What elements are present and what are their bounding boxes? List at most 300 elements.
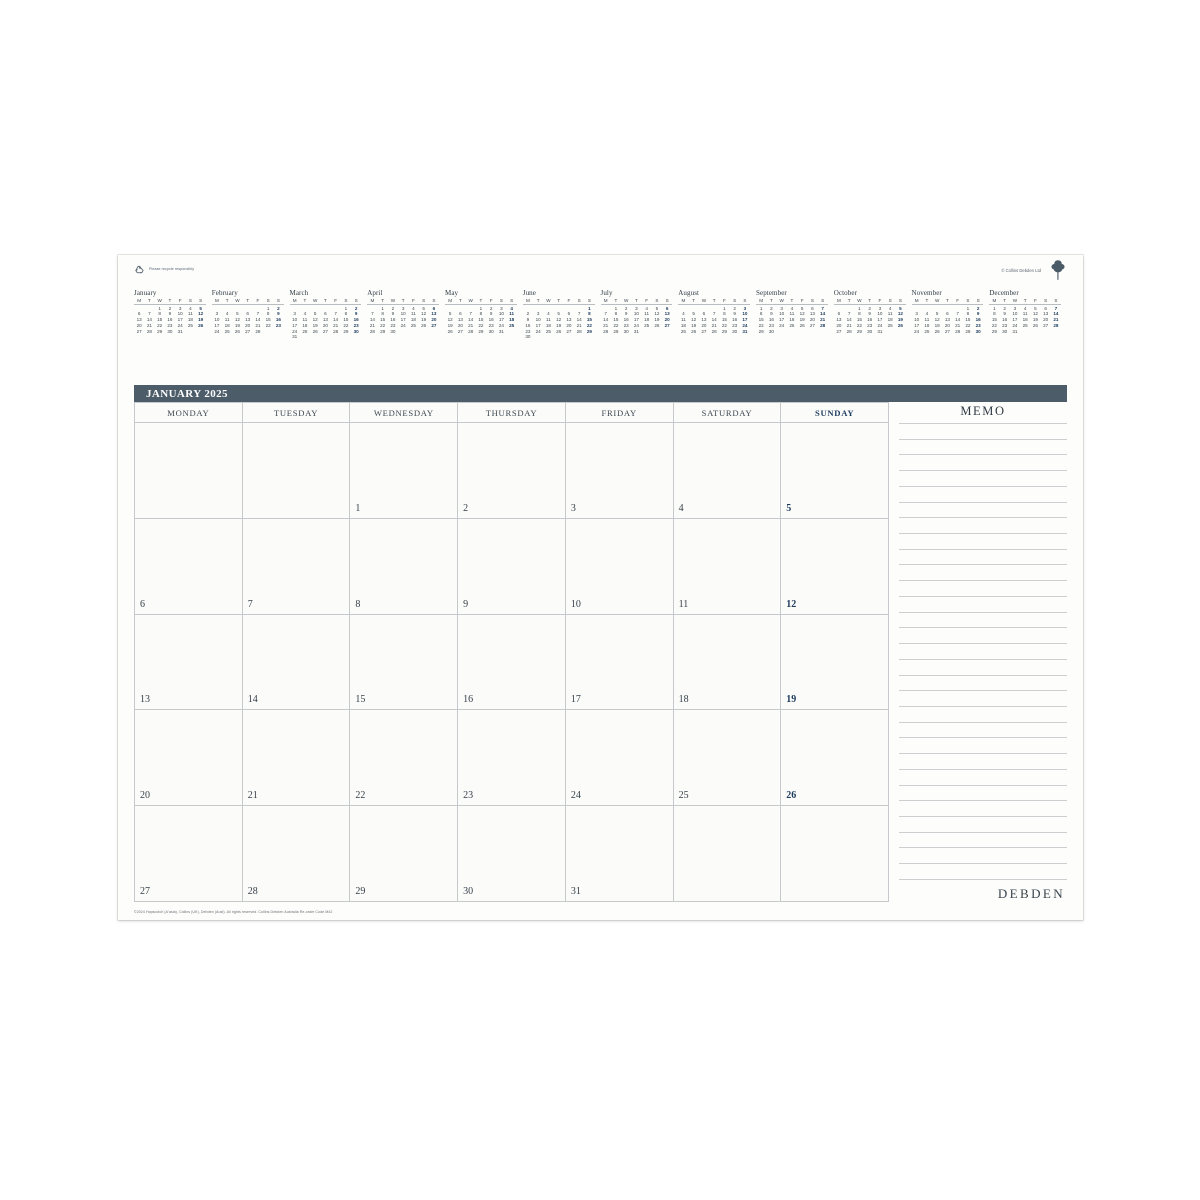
- mini-day-cell: 14: [255, 317, 261, 323]
- memo-rule-line[interactable]: [899, 596, 1067, 597]
- mini-month-april: [367, 289, 445, 379]
- mini-day-cell: 3: [635, 305, 638, 311]
- memo-rule-line[interactable]: [899, 690, 1067, 691]
- mini-day-cell: 5: [800, 305, 804, 311]
- memo-rule-line[interactable]: [899, 612, 1067, 613]
- memo-rule-line[interactable]: [899, 706, 1067, 707]
- mini-day-cell: 8: [966, 311, 970, 317]
- day-cell[interactable]: [458, 710, 566, 806]
- day-number: 25: [678, 790, 689, 802]
- mini-weekday-initial: S: [655, 298, 659, 303]
- day-cell[interactable]: [350, 806, 458, 902]
- memo-rule-line[interactable]: [899, 502, 1067, 503]
- mini-day-cell: 9: [168, 311, 172, 317]
- mini-day-cell: 17: [214, 322, 220, 328]
- week-row: [135, 806, 889, 902]
- mini-day-cell: 29: [758, 328, 764, 334]
- day-cell-empty[interactable]: [781, 806, 889, 902]
- memo-rule-line[interactable]: [899, 769, 1067, 770]
- mini-day-cell: 18: [302, 322, 308, 328]
- mini-weekday-initial: M: [992, 298, 997, 303]
- mini-month-march: [290, 289, 368, 379]
- mini-day-cell: 3: [401, 305, 405, 311]
- mini-weekday-initial: S: [577, 298, 581, 303]
- mini-day-cell: 19: [691, 322, 697, 328]
- mini-day-blank: [844, 306, 854, 311]
- day-cell[interactable]: [458, 519, 566, 615]
- weekday-header-wednesday: WEDNESDAY: [350, 403, 458, 423]
- mini-day-cell: 10: [877, 311, 883, 317]
- mini-day-blank: [523, 306, 533, 311]
- mini-day-cell: 13: [245, 317, 251, 323]
- mini-weekday-initial: T: [790, 298, 794, 303]
- mini-weekday-initial: W: [623, 298, 629, 303]
- mini-weekday-initial: T: [246, 298, 250, 303]
- mini-weekday-initial: F: [178, 298, 182, 303]
- mini-day-cell: 27: [322, 328, 328, 334]
- mini-day-cell: 4: [303, 311, 307, 317]
- day-number: 9: [463, 598, 469, 610]
- mini-day-cell: 7: [148, 311, 151, 317]
- mini-weekday-row: [834, 298, 906, 305]
- mini-day-cell: 26: [799, 322, 805, 328]
- mini-day-cell: 20: [809, 317, 815, 323]
- day-cell[interactable]: [350, 710, 458, 806]
- mini-day-cell: 17: [292, 322, 298, 328]
- mini-day-blank: [455, 306, 465, 311]
- day-number: 17: [570, 694, 581, 706]
- mini-weekday-initial: T: [381, 298, 385, 303]
- mini-month-title: April: [367, 289, 383, 297]
- mini-day-cell: 8: [266, 311, 270, 317]
- memo-rule-line[interactable]: [899, 580, 1067, 581]
- mini-day-cell: 30: [768, 328, 774, 334]
- mini-day-cell: 5: [199, 305, 202, 311]
- mini-day-cell: 3: [878, 305, 882, 311]
- mini-day-cell: 12: [312, 317, 318, 323]
- mini-day-cell: 29: [856, 328, 862, 334]
- mini-day-cell: 5: [899, 305, 902, 311]
- mini-day-cell: 27: [136, 328, 142, 334]
- mini-weekday-initial: S: [821, 298, 825, 303]
- mini-day-cell: 24: [742, 322, 748, 328]
- mini-day-cell: 7: [334, 311, 337, 317]
- mini-day-cell: 22: [586, 322, 592, 328]
- mini-day-cell: 6: [702, 311, 706, 317]
- mini-day-cell: 21: [255, 322, 261, 328]
- mini-day-cell: 4: [412, 305, 415, 311]
- mini-day-cell: 23: [623, 322, 629, 328]
- mini-month-december: [989, 289, 1067, 379]
- mini-day-cell: 11: [887, 311, 893, 317]
- week-rows: [135, 423, 889, 902]
- mini-day-cell: 14: [146, 317, 152, 323]
- mini-day-cell: 18: [224, 322, 230, 328]
- mini-day-cell: 8: [759, 311, 763, 317]
- mini-day-cell: 29: [991, 328, 997, 334]
- mini-day-cell: 13: [1043, 311, 1049, 317]
- mini-day-cell: 8: [479, 311, 483, 317]
- mini-day-cell: 31: [1012, 328, 1018, 334]
- mini-month-title: March: [289, 289, 309, 297]
- mini-day-cell: 21: [820, 317, 826, 323]
- mini-day-cell: 23: [353, 322, 359, 328]
- memo-rule-line[interactable]: [899, 785, 1067, 786]
- mini-day-cell: 31: [292, 334, 298, 340]
- memo-rule-line[interactable]: [899, 659, 1067, 660]
- mini-day-cell: 11: [924, 317, 930, 323]
- day-cell[interactable]: [135, 615, 243, 711]
- day-number: 23: [463, 790, 474, 802]
- mini-day-cell: 7: [371, 311, 374, 317]
- mini-day-cell: 24: [292, 328, 298, 334]
- mini-day-cell: 28: [955, 328, 961, 334]
- mini-day-cell: 17: [400, 317, 406, 323]
- mini-weekday-initial: S: [422, 298, 426, 303]
- mini-month-title: July: [600, 289, 613, 297]
- mini-day-cell: 8: [588, 311, 591, 317]
- desk-pad-calendar: [118, 255, 1083, 920]
- week-row: [135, 615, 889, 711]
- mini-day-cell: 5: [236, 311, 239, 317]
- brand-logo: DEBDEN: [997, 886, 1065, 901]
- mini-day-cell: 20: [457, 322, 463, 328]
- mini-day-cell: 2: [1003, 305, 1006, 311]
- memo-rule-line[interactable]: [899, 800, 1067, 801]
- mini-day-blank: [222, 306, 232, 311]
- memo-rule-line[interactable]: [899, 423, 1067, 424]
- mini-day-cell: 12: [198, 311, 204, 317]
- day-cell[interactable]: [243, 806, 351, 902]
- mini-day-cell: 1: [588, 305, 591, 311]
- mini-day-cell: 16: [488, 317, 494, 323]
- day-cell-empty[interactable]: [674, 806, 782, 902]
- mini-weekday-initial: S: [898, 298, 902, 303]
- mini-day-cell: 27: [701, 328, 707, 334]
- mini-day-cell: 10: [214, 317, 220, 323]
- mini-day-cell: 13: [566, 317, 572, 323]
- mini-day-blank: [331, 306, 341, 311]
- mini-month-days: [367, 306, 439, 335]
- memo-lines[interactable]: [899, 423, 1067, 902]
- mini-day-cell: 29: [721, 328, 727, 334]
- mini-weekday-initial: T: [614, 298, 618, 303]
- mini-day-blank: [300, 306, 310, 311]
- mini-day-cell: 3: [215, 311, 219, 317]
- mini-day-cell: 3: [536, 311, 540, 317]
- mini-weekday-initial: F: [722, 298, 726, 303]
- mini-day-cell: 6: [137, 311, 141, 317]
- mini-day-cell: 8: [614, 311, 618, 317]
- mini-day-blank: [310, 306, 320, 311]
- mini-day-cell: 7: [577, 311, 581, 317]
- day-number: 22: [355, 790, 366, 802]
- day-number: 11: [678, 598, 689, 610]
- mini-weekday-initial: T: [303, 298, 307, 303]
- mini-day-cell: 17: [742, 317, 748, 323]
- mini-day-cell: 16: [167, 317, 173, 323]
- mini-day-cell: 20: [701, 322, 707, 328]
- mini-day-cell: 22: [265, 322, 271, 328]
- memo-rule-line[interactable]: [899, 879, 1067, 880]
- mini-day-cell: 19: [312, 322, 318, 328]
- day-cell[interactable]: [566, 519, 674, 615]
- weekday-header-sunday: SUNDAY: [781, 403, 889, 423]
- mini-day-cell: 4: [790, 305, 794, 311]
- memo-rule-line[interactable]: [899, 863, 1067, 864]
- mini-weekday-initial: S: [743, 298, 747, 303]
- mini-day-cell: 3: [1013, 305, 1017, 311]
- day-cell[interactable]: [781, 519, 889, 615]
- mini-day-cell: 30: [525, 334, 531, 340]
- mini-weekday-row: [290, 298, 362, 305]
- mini-day-cell: 5: [557, 311, 560, 317]
- mini-day-cell: 4: [925, 311, 929, 317]
- mini-day-cell: 30: [975, 328, 981, 334]
- mini-month-title: September: [756, 289, 787, 297]
- mini-day-cell: 26: [1032, 322, 1038, 328]
- mini-day-cell: 5: [935, 311, 939, 317]
- tree-icon: [1051, 259, 1065, 281]
- day-cell[interactable]: [458, 615, 566, 711]
- mini-day-cell: 21: [955, 322, 961, 328]
- mini-day-cell: 6: [432, 305, 436, 311]
- mini-weekday-row: [134, 298, 206, 305]
- mini-day-cell: 18: [545, 322, 551, 328]
- mini-day-cell: 24: [877, 322, 883, 328]
- day-number: 5: [786, 502, 792, 514]
- mini-weekday-initial: M: [836, 298, 841, 303]
- memo-rule-line[interactable]: [899, 675, 1067, 676]
- day-number: 4: [678, 502, 684, 514]
- year-overview-strip: [134, 289, 1067, 379]
- mini-day-cell: 16: [975, 317, 981, 323]
- mini-day-blank: [134, 306, 144, 311]
- mini-month-days: [212, 306, 284, 335]
- mini-day-cell: 7: [847, 311, 851, 317]
- day-cell-empty[interactable]: [135, 423, 243, 519]
- mini-day-cell: 9: [1003, 311, 1006, 317]
- mini-weekday-row: [601, 298, 673, 305]
- day-cell[interactable]: [674, 423, 782, 519]
- mini-day-cell: 9: [526, 317, 530, 323]
- mini-day-cell: 5: [422, 305, 425, 311]
- mini-day-cell: 12: [1032, 311, 1038, 317]
- mini-day-cell: 30: [623, 328, 629, 334]
- day-cell[interactable]: [135, 806, 243, 902]
- mini-day-cell: 20: [322, 322, 328, 328]
- day-cell-empty[interactable]: [243, 423, 351, 519]
- day-cell[interactable]: [674, 710, 782, 806]
- day-cell[interactable]: [243, 615, 351, 711]
- day-cell[interactable]: [674, 519, 782, 615]
- memo-rule-line[interactable]: [899, 832, 1067, 833]
- mini-day-cell: 10: [498, 311, 504, 317]
- mini-day-cell: 19: [1032, 317, 1038, 323]
- memo-rule-line[interactable]: [899, 517, 1067, 518]
- mini-day-cell: 12: [421, 311, 427, 317]
- memo-rule-line[interactable]: [899, 486, 1067, 487]
- day-cell[interactable]: [350, 615, 458, 711]
- mini-weekday-initial: S: [354, 298, 358, 303]
- mini-day-cell: 16: [525, 322, 531, 328]
- mini-weekday-initial: S: [432, 298, 436, 303]
- mini-day-cell: 29: [586, 328, 592, 334]
- mini-month-title: February: [211, 289, 238, 297]
- mini-day-cell: 7: [256, 311, 260, 317]
- memo-rule-line[interactable]: [899, 533, 1067, 534]
- memo-rule-line[interactable]: [899, 564, 1067, 565]
- mini-day-blank: [144, 306, 154, 311]
- mini-day-cell: 20: [136, 322, 142, 328]
- mini-day-cell: 12: [897, 311, 903, 317]
- recycle-icon: [134, 264, 145, 275]
- mini-day-cell: 1: [344, 305, 348, 311]
- mini-day-cell: 25: [410, 322, 416, 328]
- mini-day-cell: 24: [1012, 322, 1018, 328]
- mini-day-cell: 26: [691, 328, 697, 334]
- mini-month-days: [523, 306, 595, 340]
- memo-rule-line[interactable]: [899, 737, 1067, 738]
- mini-day-cell: 21: [369, 322, 375, 328]
- day-cell[interactable]: [135, 519, 243, 615]
- mini-weekday-initial: T: [1003, 298, 1007, 303]
- mini-day-cell: 7: [1054, 305, 1058, 311]
- mini-day-cell: 27: [566, 328, 572, 334]
- mini-day-cell: 11: [545, 317, 551, 323]
- mini-day-cell: 14: [333, 317, 339, 323]
- day-cell[interactable]: [566, 423, 674, 519]
- mini-day-cell: 9: [277, 311, 280, 317]
- mini-day-cell: 29: [343, 328, 349, 334]
- mini-day-cell: 12: [556, 317, 562, 323]
- mini-day-cell: 30: [1002, 328, 1008, 334]
- mini-day-cell: 21: [576, 322, 582, 328]
- memo-rule-line[interactable]: [899, 722, 1067, 723]
- memo-rule-line[interactable]: [899, 816, 1067, 817]
- day-cell[interactable]: [350, 519, 458, 615]
- mini-weekday-initial: F: [411, 298, 415, 303]
- day-cell[interactable]: [781, 710, 889, 806]
- day-cell[interactable]: [566, 615, 674, 711]
- mini-day-cell: 26: [234, 328, 240, 334]
- mini-day-cell: 13: [457, 317, 463, 323]
- day-cell[interactable]: [135, 710, 243, 806]
- mini-day-cell: 30: [353, 328, 359, 334]
- mini-day-cell: 24: [177, 322, 183, 328]
- memo-rule-line[interactable]: [899, 627, 1067, 628]
- day-number: 7: [247, 598, 253, 610]
- month-banner: [134, 385, 1067, 402]
- memo-rule-line[interactable]: [899, 470, 1067, 471]
- day-cell[interactable]: [566, 806, 674, 902]
- mini-weekday-initial: M: [292, 298, 297, 303]
- mini-day-cell: 26: [556, 328, 562, 334]
- mini-day-cell: 24: [779, 322, 785, 328]
- mini-day-cell: 14: [1053, 311, 1059, 317]
- mini-day-cell: 22: [157, 322, 163, 328]
- mini-weekday-initial: T: [323, 298, 327, 303]
- mini-weekday-initial: F: [800, 298, 804, 303]
- mini-month-november: [912, 289, 990, 379]
- mini-weekday-initial: F: [334, 298, 338, 303]
- mini-month-september: [756, 289, 834, 379]
- mini-day-cell: 31: [498, 328, 504, 334]
- memo-title: MEMO: [960, 404, 1006, 418]
- mini-day-cell: 28: [468, 328, 474, 334]
- memo-rule-line[interactable]: [899, 643, 1067, 644]
- mini-day-cell: 14: [846, 317, 852, 323]
- mini-day-cell: 10: [400, 311, 406, 317]
- mini-day-cell: 16: [275, 317, 281, 323]
- mini-day-blank: [445, 306, 455, 311]
- day-cell[interactable]: [566, 710, 674, 806]
- day-cell[interactable]: [458, 806, 566, 902]
- memo-rule-line[interactable]: [899, 847, 1067, 848]
- mini-day-cell: 20: [245, 322, 251, 328]
- mini-day-cell: 1: [479, 305, 483, 311]
- memo-rule-line[interactable]: [899, 439, 1067, 440]
- mini-day-cell: 2: [391, 305, 395, 311]
- day-cell[interactable]: [243, 710, 351, 806]
- day-cell[interactable]: [781, 615, 889, 711]
- recycle-notice: [134, 264, 194, 275]
- mini-weekday-initial: W: [390, 298, 396, 303]
- day-cell[interactable]: [458, 423, 566, 519]
- mini-weekday-initial: W: [934, 298, 940, 303]
- mini-day-cell: 28: [603, 328, 609, 334]
- mini-weekday-initial: W: [1012, 298, 1018, 303]
- mini-day-cell: 2: [489, 305, 493, 311]
- day-number: 20: [140, 790, 150, 802]
- mini-weekday-initial: M: [681, 298, 686, 303]
- mini-day-cell: 29: [478, 328, 484, 334]
- mini-weekday-initial: M: [759, 298, 764, 303]
- memo-rule-line[interactable]: [899, 753, 1067, 754]
- mini-day-cell: 30: [488, 328, 494, 334]
- mini-weekday-initial: M: [914, 298, 919, 303]
- mini-day-blank: [601, 306, 611, 311]
- mini-month-title: November: [911, 289, 942, 297]
- mini-weekday-initial: F: [489, 298, 493, 303]
- weekday-header-thursday: THURSDAY: [458, 403, 566, 423]
- mini-day-cell: 3: [293, 311, 296, 317]
- mini-day-cell: 20: [431, 317, 437, 323]
- mini-day-cell: 21: [1053, 317, 1059, 323]
- mini-day-blank: [533, 306, 543, 311]
- mini-weekday-initial: S: [510, 298, 514, 303]
- day-cell[interactable]: [350, 423, 458, 519]
- mini-day-blank: [466, 306, 476, 311]
- mini-day-cell: 22: [343, 322, 349, 328]
- memo-rule-line[interactable]: [899, 549, 1067, 550]
- mini-day-cell: 25: [887, 322, 893, 328]
- mini-weekday-initial: T: [868, 298, 872, 303]
- day-cell[interactable]: [781, 423, 889, 519]
- memo-rule-line[interactable]: [899, 454, 1067, 455]
- mini-day-cell: 6: [946, 311, 949, 317]
- mini-day-cell: 14: [603, 317, 609, 323]
- mini-weekday-initial: T: [692, 298, 696, 303]
- mini-day-cell: 29: [157, 328, 163, 334]
- mini-weekday-initial: W: [701, 298, 707, 303]
- day-cell[interactable]: [243, 519, 351, 615]
- mini-day-cell: 22: [380, 322, 386, 328]
- mini-day-cell: 3: [500, 305, 503, 311]
- day-cell[interactable]: [674, 615, 782, 711]
- mini-month-title: June: [522, 289, 536, 297]
- mini-day-cell: 16: [768, 317, 774, 323]
